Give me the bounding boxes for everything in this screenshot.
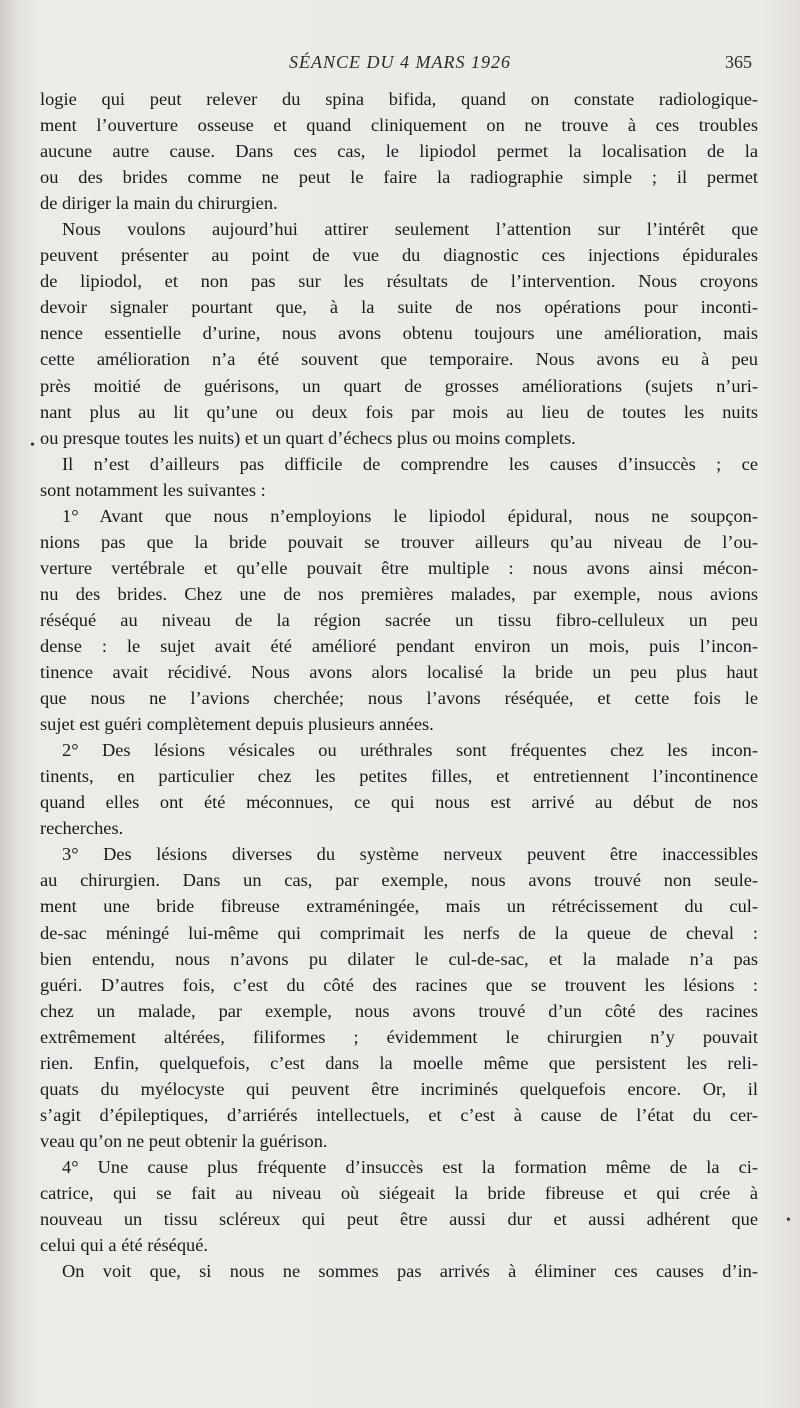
text-line: tinence avait récidivé. Nous avons alors localisé la bride un peu plus haut [40,662,758,683]
text-line: nions pas que la bride pouvait se trouver ailleurs qu’au niveau de l’ou- [40,531,758,552]
text-line: nence essentielle d’urine, nous avons obtenu toujours une amélioration, mais [40,323,758,344]
text-line: rien. Enfin, quelquefois, c’est dans la moelle même que persistent les reli- [40,1052,758,1073]
text-line: bien entendu, nous n’avons pu dilater le cul-de-sac, et la malade n’a pas [40,948,758,969]
margin-mark-left: • [30,438,35,453]
page-header [0,52,800,82]
text-line: veau qu’on ne peut obtenir la guérison. [40,1130,328,1151]
text-line: de diriger la main du chirurgien. [40,193,278,214]
text-line: sont notamment les suivantes : [40,479,266,500]
text-line: aucune autre cause. Dans ces cas, le lipiodol permet la localisation de la [40,141,758,162]
text-line: réséqué au niveau de la région sacrée un tissu fibro-celluleux un peu [40,609,758,630]
text-line: guéri. D’autres fois, c’est du côté des racines que se trouvent les lésions : [40,974,758,995]
text-line: dense : le sujet avait été amélioré pendant environ un mois, puis l’incon- [40,635,758,656]
text-line: On voit que, si nous ne sommes pas arrivés à éliminer ces causes d’in- [62,1261,758,1282]
text-line: sujet est guéri complètement depuis plusieurs années. [40,714,434,735]
text-line: Il n’est d’ailleurs pas difficile de comprendre les causes d’insuccès ; ce [62,453,758,474]
text-line: s’agit d’épileptiques, d’arriérés intellectuels, et c’est à cause de l’état du cer- [40,1104,758,1125]
text-line: recherches. [40,818,124,839]
text-line: verture vertébrale et qu’elle pouvait être multiple : nous avons ainsi mécon- [40,557,758,578]
text-line: ou presque toutes les nuits) et un quart d’échecs plus ou moins complets. [40,427,576,448]
text-line: chez un malade, par exemple, nous avons trouvé d’un côté des racines [40,1000,758,1021]
text-line: 2° Des lésions vésicales ou uréthrales sont fréquentes chez les incon- [62,740,758,761]
text-line: quand elles ont été méconnues, ce qui nous est arrivé au début de nos [40,792,758,813]
text-line: devoir signaler pourtant que, à la suite de nos opérations pour inconti- [40,297,758,318]
text-line: Nous voulons aujourd’hui attirer seulement l’attention sur l’intérêt que [62,219,758,240]
text-line: nouveau un tissu scléreux qui peut être aussi dur et aussi adhérent que [40,1209,758,1230]
text-line: de lipiodol, et non pas sur les résultats de l’intervention. Nous croyons [40,271,758,292]
text-line: que nous ne l’avions cherchée; nous l’avons réséquée, et cette fois le [40,688,758,709]
text-line: extrêmement altérées, filiformes ; évidemment le chirurgien n’y pouvait [40,1026,758,1047]
text-line: ment l’ouverture osseuse et quand cliniquement on ne trouve à ces troubles [40,115,758,136]
text-line: celui qui a été réséqué. [40,1235,208,1256]
text-line: 4° Une cause plus fréquente d’insuccès est la formation même de la ci- [62,1156,758,1177]
text-line: tinents, en particulier chez les petites filles, et entretiennent l’incontinence [40,766,758,787]
margin-mark-right: • [786,1213,791,1228]
text-line: près moitié de guérisons, un quart de grosses améliorations (sujets n’uri- [40,375,758,396]
text-line: catrice, qui se fait au niveau où siégeait la bride fibreuse et qui crée à [40,1182,758,1203]
text-line: ou des brides comme ne peut le faire la radiographie simple ; il permet [40,167,758,188]
text-line: au chirurgien. Dans un cas, par exemple, nous avons trouvé non seule- [40,870,758,891]
text-line: 1° Avant que nous n’employions le lipiodol épidural, nous ne soupçon- [62,505,758,526]
page-number: 365 [725,52,752,72]
text-line: de-sac méningé lui-même qui comprimait les nerfs de la queue de cheval : [40,922,758,943]
running-title: SÉANCE DU 4 MARS 1926 [289,52,511,72]
text-line: quats du myélocyste qui peuvent être incriminés quelquefois encore. Or, il [40,1078,758,1099]
text-line: nant plus au lit qu’une ou deux fois par mois au lieu de toutes les nuits [40,401,758,422]
text-line: peuvent présenter au point de vue du diagnostic ces injections épidurales [40,245,758,266]
text-line: logie qui peut relever du spina bifida, quand on constate radiologique- [40,89,758,109]
body-text [40,86,758,1284]
text-line: nu des brides. Chez une de nos premières malades, par exemple, nous avions [40,583,758,604]
text-line: cette amélioration n’a été souvent que temporaire. Nous avons eu à peu [40,349,758,370]
text-line: ment une bride fibreuse extraméningée, mais un rétrécissement du cul- [40,896,758,917]
text-line: 3° Des lésions diverses du système nerveux peuvent être inaccessibles [62,844,758,865]
